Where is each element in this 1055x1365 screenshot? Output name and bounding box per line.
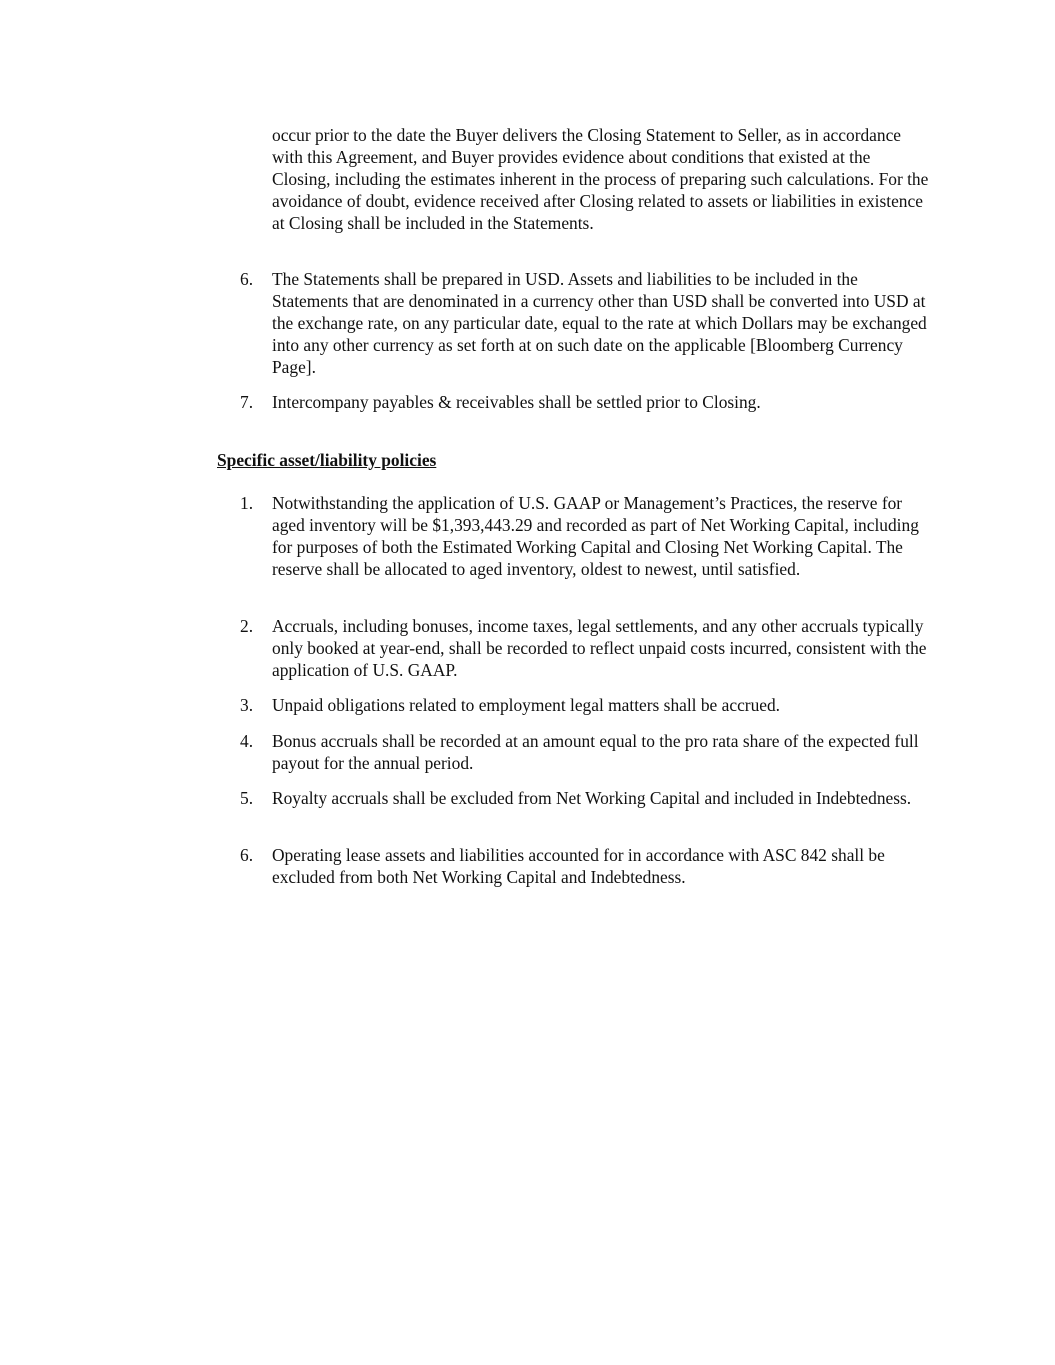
list-item-number: 5. — [240, 788, 254, 808]
list-item-number: 7. — [240, 392, 254, 412]
list-item-number: 1. — [240, 493, 254, 513]
list-item-text: Royalty accruals shall be excluded from Net Working Capital and included in Indebtedness. — [272, 788, 912, 808]
list-item-text: Accruals, including bonuses, income taxes, legal settlements, and any other accruals typically only booked at year-end, shall be recorded to reflect unpaid costs incurred, consistent with the application of U.S. GAAP. — [272, 616, 927, 680]
list-item-text: Operating lease assets and liabilities accounted for in accordance with ASC 842 shall be excluded from both Net Working Capital and Indebtedness. — [272, 845, 885, 887]
list-item-number: 3. — [240, 695, 254, 715]
list-item-number: 2. — [240, 616, 254, 636]
list-item-text: Intercompany payables & receivables shall be settled prior to Closing. — [272, 392, 761, 412]
list-item-number: 6. — [240, 845, 254, 865]
list-item-number: 4. — [240, 731, 254, 751]
list-item-number: 6. — [240, 269, 254, 289]
list-item-text: The Statements shall be prepared in USD. Assets and liabilities to be included in the Statements that are denominated in a currency other than USD shall be converted into USD at the exchange rate, on any particular date, equal to the rate at which Dollars may be exchanged into any other currency as set forth at on such date on the applicable [Bloomberg Currency Page]. — [272, 269, 927, 377]
list-item-text: Unpaid obligations related to employment legal matters shall be accrued. — [272, 695, 781, 715]
continuation-paragraph: occur prior to the date the Buyer delivers the Closing Statement to Seller, as in accordance with this Agreement, and Buyer provides evidence about conditions that existed at the Closing, including the estimates inherent in the process of preparing such calculations. For the avoidance of doubt, evidence received after Closing related to assets or liabilities in existence at Closing shall be included in the Statements. — [272, 125, 929, 233]
section-heading: Specific asset/liability policies — [217, 450, 437, 470]
list-item-text: Notwithstanding the application of U.S. GAAP or Management’s Practices, the reserve for aged inventory will be $1,393,443.29 and recorded as part of Net Working Capital, including for purposes of both the Estimated Working Capital and Closing Net Working Capital. The reserve shall be allocated to aged inventory, oldest to newest, until satisfied. — [272, 493, 919, 579]
list-item-text: Bonus accruals shall be recorded at an amount equal to the pro rata share of the expected full payout for the annual period. — [272, 731, 919, 773]
